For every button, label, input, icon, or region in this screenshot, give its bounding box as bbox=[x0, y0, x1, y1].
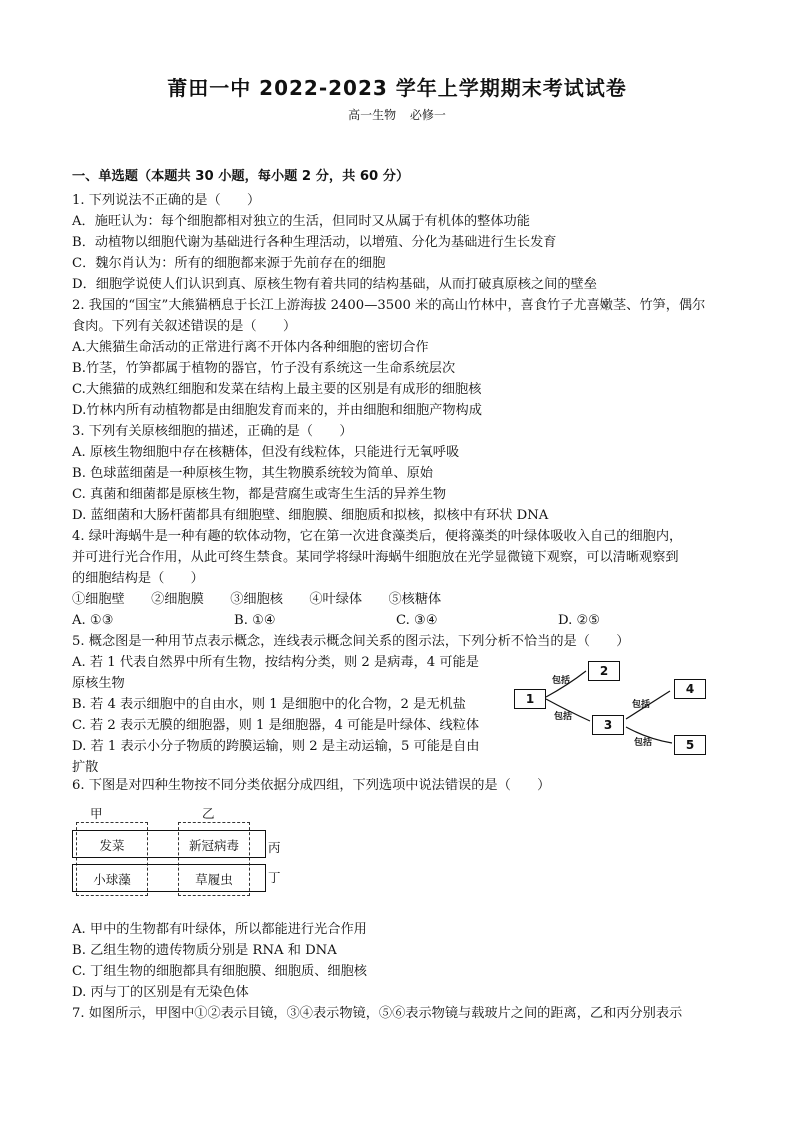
q3-option-d: D. 蓝细菌和大肠杆菌都具有细胞壁、细胞膜、细胞质和拟核，拟核中有环状 DNA bbox=[72, 508, 549, 523]
grouping-figure bbox=[72, 800, 302, 900]
q4-option-a: A. ①③ bbox=[72, 613, 114, 628]
organism-paramecium: 草履虫 bbox=[195, 872, 233, 887]
q6-option-d: D. 丙与丁的区别是有无染色体 bbox=[72, 985, 249, 1000]
q2-stem-line1: 2. 我国的“国宝”大熊猫栖息于长江上游海拔 2400—3500 米的高山竹林中，喜食竹子尤喜嫩茎、竹笋，偶尔 bbox=[72, 298, 706, 313]
q3-option-b: B. 色球蓝细菌是一种原核生物，其生物膜系统较为简单、原始 bbox=[72, 466, 433, 481]
q5-option-a-line1: A. 若 1 代表自然界中所有生物，按结构分类，则 2 是病毒，4 可能是 bbox=[72, 655, 479, 670]
q4-stem-line3: 的细胞结构是（ ） bbox=[72, 571, 204, 586]
group-label-jia: 甲 bbox=[90, 806, 103, 821]
organism-chlorella: 小球藻 bbox=[93, 872, 131, 887]
q1-stem: 1. 下列说法不正确的是（ ） bbox=[72, 193, 261, 208]
group-label-ding: 丁 bbox=[268, 870, 281, 885]
group-label-yi: 乙 bbox=[202, 806, 215, 821]
q3-stem: 3. 下列有关原核细胞的描述，正确的是（ ） bbox=[72, 424, 353, 439]
q4-stem-line2: 并可进行光合作用，从此可终生禁食。某同学将绿叶海蜗牛细胞放在光学显微镜下观察，可以清晰观察到 bbox=[72, 550, 679, 565]
q5-stem: 5. 概念图是一种用节点表示概念，连线表示概念间关系的图示法，下列分析不恰当的是（ ） bbox=[72, 634, 630, 649]
q2-option-a: A.大熊猫生命活动的正常进行离不开体内各种细胞的密切合作 bbox=[72, 340, 429, 355]
concept-node-2: 2 bbox=[588, 661, 620, 681]
q2-stem-line2: 食肉。下列有关叙述错误的是（ ） bbox=[72, 319, 297, 334]
q2-option-d: D.竹林内所有动植物都是由细胞发育而来的，并由细胞和细胞产物构成 bbox=[72, 403, 482, 418]
concept-node-5: 5 bbox=[674, 735, 706, 755]
q6-option-b: B. 乙组生物的遗传物质分别是 RNA 和 DNA bbox=[72, 943, 337, 958]
concept-node-3: 3 bbox=[592, 715, 624, 735]
edge-label: 包括 bbox=[632, 700, 651, 710]
q1-option-b: B．动植物以细胞代谢为基础进行各种生理活动，以增殖、分化为基础进行生长发育 bbox=[72, 235, 557, 250]
exam-title: 莆田一中 2022-2023 学年上学期期末考试试卷 bbox=[167, 76, 627, 100]
section-heading: 一、单选题（本题共 30 小题，每小题 2 分，共 60 分） bbox=[72, 169, 410, 184]
concept-node-4: 4 bbox=[674, 679, 706, 699]
q4-stem-line1: 4. 绿叶海蜗牛是一种有趣的软体动物，它在第一次进食藻类后，便将藻类的叶绿体吸收入自己的细胞内， bbox=[72, 529, 683, 544]
concept-node-1: 1 bbox=[514, 689, 546, 709]
organism-covid-virus: 新冠病毒 bbox=[188, 838, 239, 853]
q2-option-b: B.竹茎，竹笋都属于植物的器官，竹子没有系统这一生命系统层次 bbox=[72, 361, 456, 376]
q6-option-a: A. 甲中的生物都有叶绿体，所以都能进行光合作用 bbox=[72, 922, 367, 937]
q6-stem: 6. 下图是对四种生物按不同分类依据分成四组，下列选项中说法错误的是（ ） bbox=[72, 778, 551, 793]
q2-option-c: C.大熊猫的成熟红细胞和发菜在结构上最主要的区别是有成形的细胞核 bbox=[72, 382, 482, 397]
q3-option-a: A. 原核生物细胞中存在核糖体，但没有线粒体，只能进行无氧呼吸 bbox=[72, 445, 460, 460]
q5-option-d-line2: 扩散 bbox=[72, 760, 99, 775]
q4-option-b: B. ①④ bbox=[234, 613, 276, 628]
q6-option-c: C. 丁组生物的细胞都具有细胞膜、细胞质、细胞核 bbox=[72, 964, 367, 979]
q5-option-d-line1: D. 若 1 表示小分子物质的跨膜运输，则 2 是主动运输，5 可能是自由 bbox=[72, 739, 480, 754]
group-label-bing: 丙 bbox=[268, 840, 281, 855]
q1-option-a: A．施旺认为：每个细胞都相对独立的生活，但同时又从属于有机体的整体功能 bbox=[72, 214, 530, 229]
q4-option-d: D. ②⑤ bbox=[558, 613, 601, 628]
q1-option-d: D．细胞学说使人们认识到真、原核生物有着共同的结构基础，从而打破真原核之间的壁垒 bbox=[72, 277, 597, 292]
q4-items: ①细胞壁 ②细胞膜 ③细胞核 ④叶绿体 ⑤核糖体 bbox=[72, 592, 442, 607]
q3-option-c: C. 真菌和细菌都是原核生物，都是营腐生或寄生生活的异养生物 bbox=[72, 487, 447, 502]
exam-subtitle: 高一生物 必修一 bbox=[348, 108, 446, 122]
q7-stem: 7. 如图所示，甲图中①②表示目镜，③④表示物镜，⑤⑥表示物镜与载玻片之间的距离，乙和丙分别表示 bbox=[72, 1006, 683, 1021]
q5-option-b: B. 若 4 表示细胞中的自由水，则 1 是细胞中的化合物，2 是无机盐 bbox=[72, 697, 466, 712]
concept-map-figure bbox=[508, 655, 728, 765]
edge-label: 包括 bbox=[634, 738, 653, 748]
q5-option-a-line2: 原核生物 bbox=[72, 676, 125, 691]
organism-facai: 发菜 bbox=[99, 838, 125, 853]
edge-label: 包括 bbox=[554, 712, 573, 722]
q4-option-c: C. ③④ bbox=[396, 613, 438, 628]
q5-option-c: C. 若 2 表示无膜的细胞器，则 1 是细胞器，4 可能是叶绿体、线粒体 bbox=[72, 718, 480, 733]
q1-option-c: C．魏尔肖认为：所有的细胞都来源于先前存在的细胞 bbox=[72, 256, 386, 271]
edge-label: 包括 bbox=[552, 676, 571, 686]
